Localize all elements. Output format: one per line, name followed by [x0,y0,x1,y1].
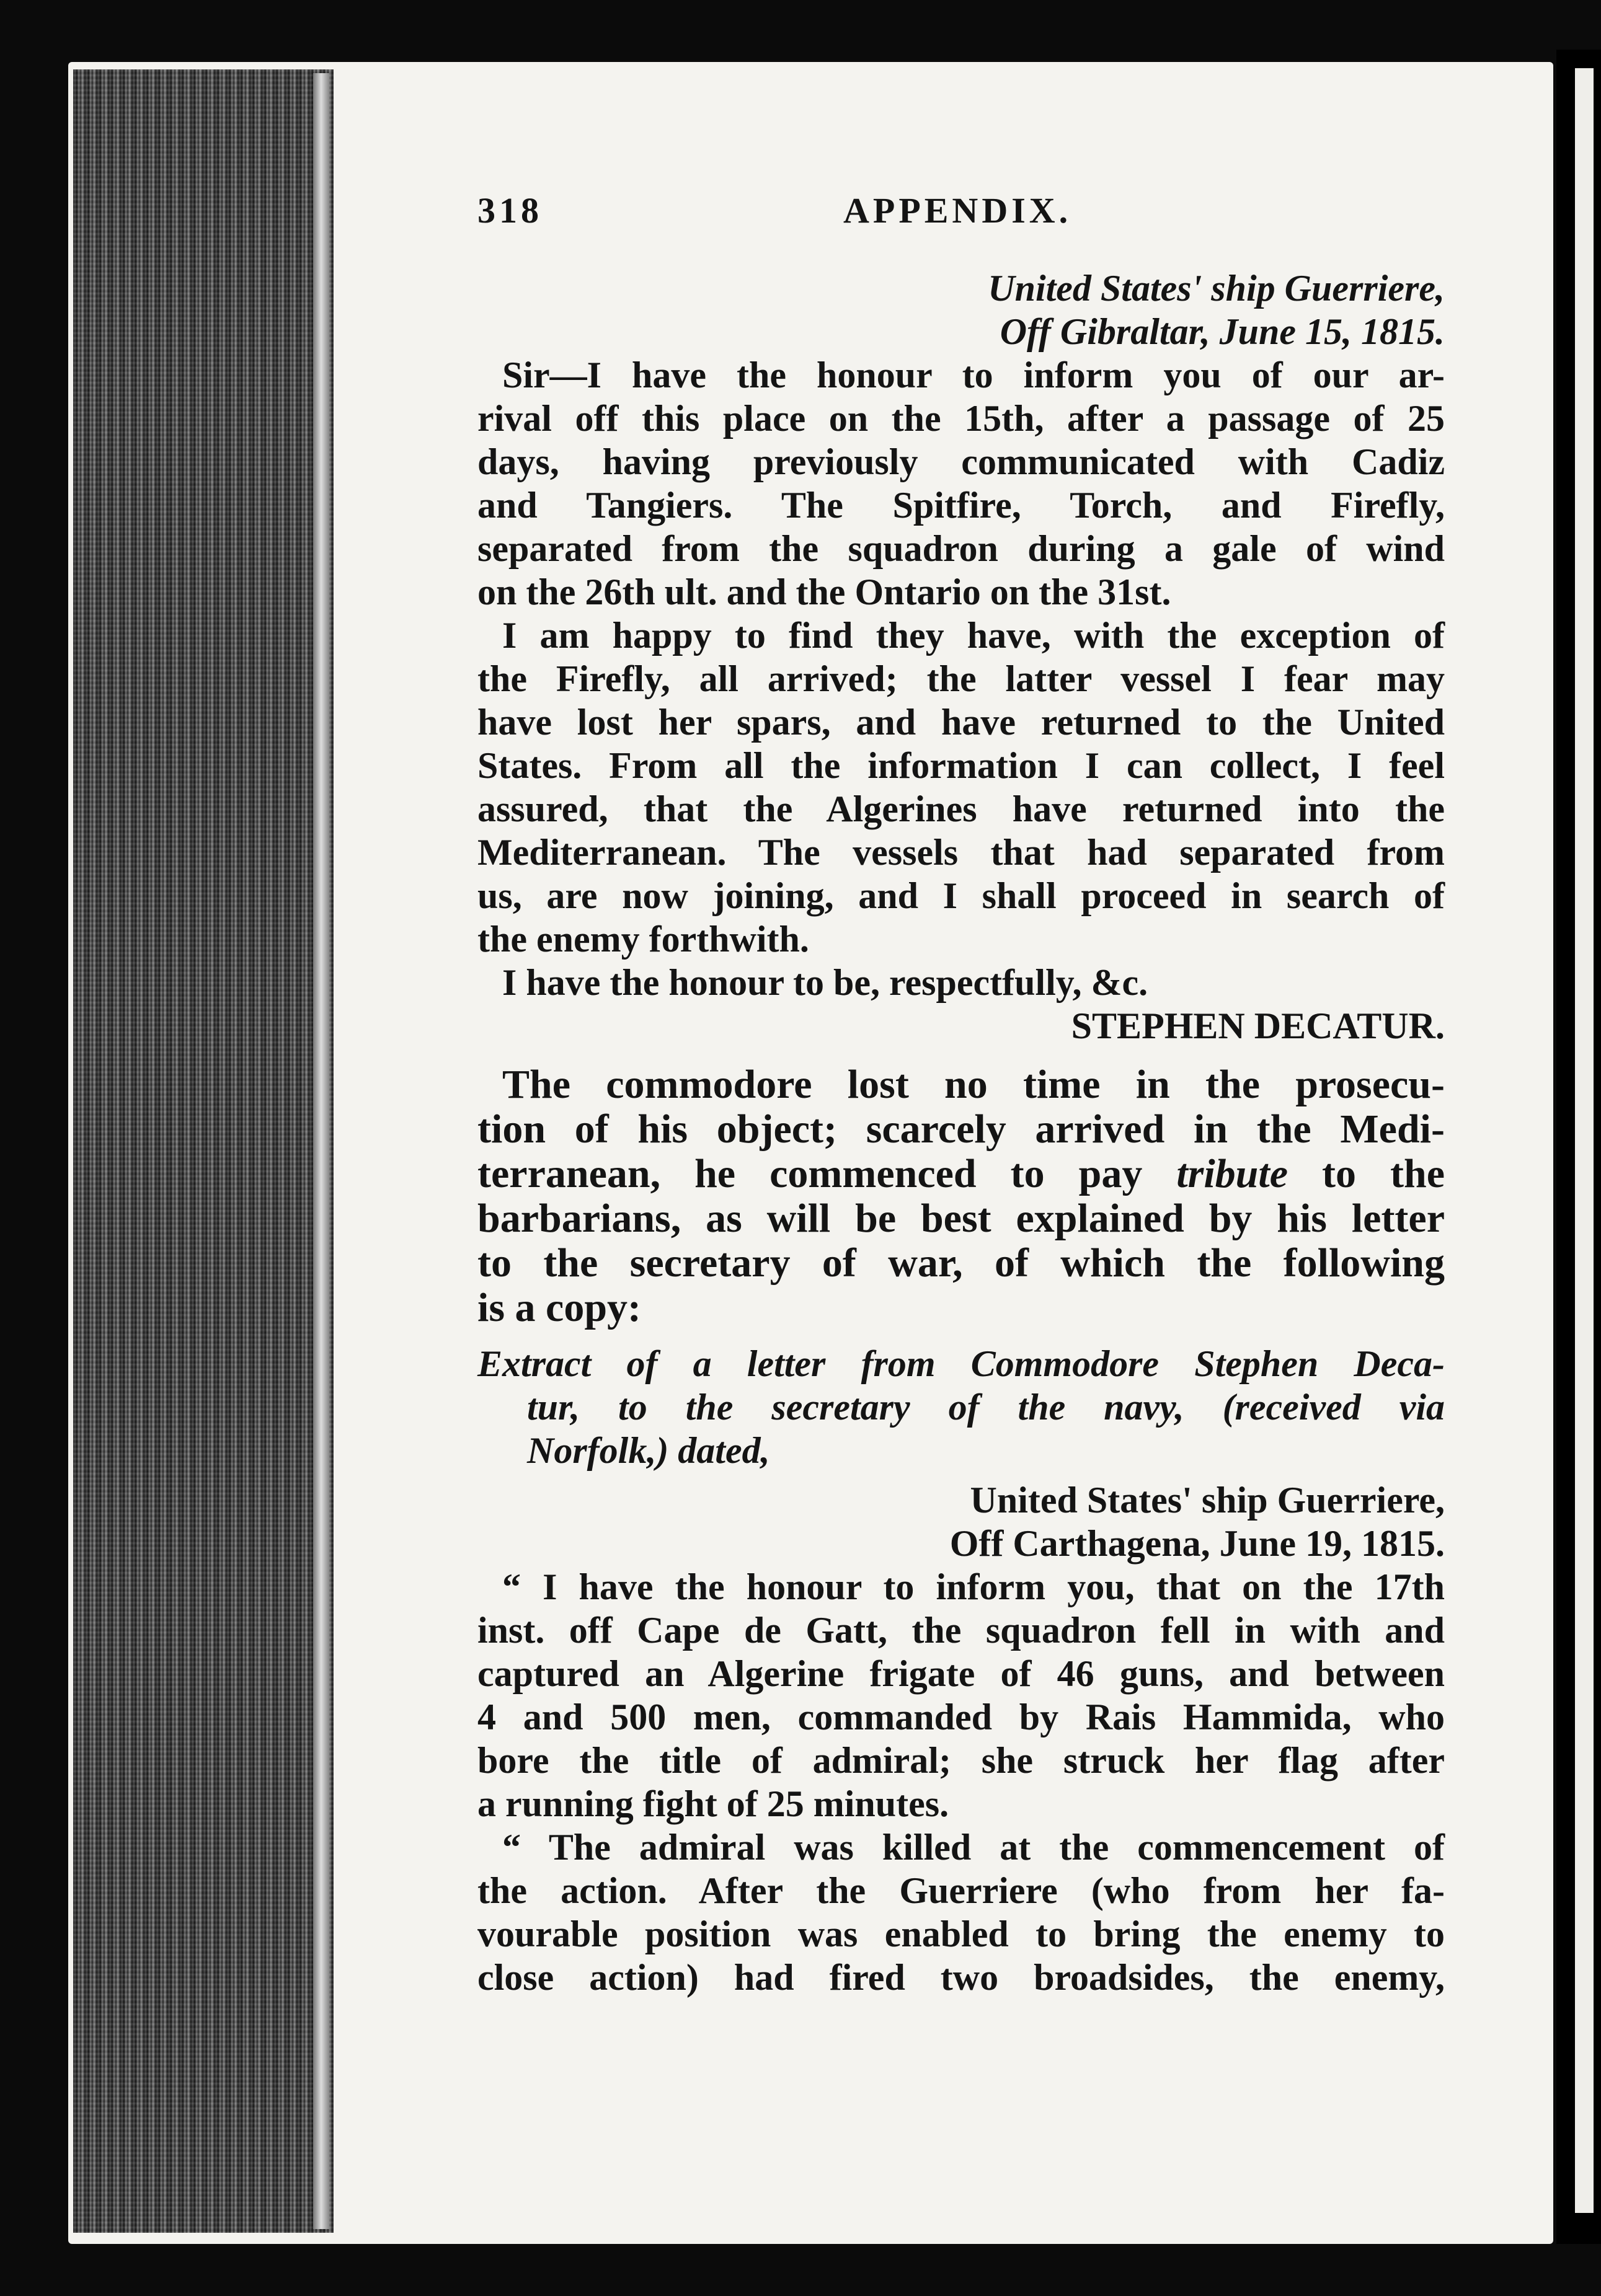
letter1-line: rival off this place on the 15th, after a passage of 25 [477,398,1445,439]
letter1-line: I am happy to find they have, with the exception of [502,615,1445,656]
running-header [477,189,1445,232]
page-number: 318 [477,190,543,231]
narrative-line: tion of his object; scarcely arrived in the Medi- [477,1106,1445,1152]
letter2-line: bore the title of admiral; she struck her flag after [477,1740,1445,1781]
extract-heading-line: Norfolk,) dated, [527,1430,770,1471]
letter2-line: “ The admiral was killed at the commencement of [502,1827,1445,1868]
letter1-line: Mediterranean. The vessels that had separated from [477,832,1445,873]
letter1-line: assured, that the Algerines have returned into the [477,788,1445,829]
letter1-line: on the 26th ult. and the Ontario on the 31st. [477,572,1171,612]
letter2-line: the action. After the Guerriere (who from her fa- [477,1870,1445,1911]
letter2-line: 4 and 500 men, commanded by Rais Hammida, who [477,1697,1445,1737]
letter2-dateline-2: Off Carthagena, June 19, 1815. [949,1523,1445,1564]
letter1-line: us, are now joining, and I shall proceed in search of [477,875,1445,916]
letter1-line: the Firefly, all arrived; the latter vessel I fear may [477,658,1445,699]
running-title: APPENDIX. [843,190,1072,231]
facing-page-edge [1575,68,1594,2213]
letter1-line: separated from the squadron during a gale of wind [477,528,1445,569]
letter2-line: vourable position was enabled to bring the enemy to [477,1914,1445,1954]
letter2-dateline-1: United States' ship Guerriere, [970,1480,1445,1521]
letter1-signature: STEPHEN DECATUR. [1071,1005,1445,1046]
narrative-line: to the secretary of war, of which the following [477,1240,1445,1286]
narrative-line: The commodore lost no time in the prosecu- [502,1062,1445,1107]
letter1-dateline-1: United States' ship Guerriere, [988,268,1445,309]
emphasis-tribute: tribute [1176,1151,1288,1196]
letter1-line: have lost her spars, and have returned to the United [477,702,1445,743]
letter1-line: Sir—I have the honour to inform you of our ar- [502,355,1445,395]
narrative-line: is a copy: [477,1285,641,1330]
letter2-line: captured an Algerine frigate of 46 guns, and between [477,1653,1445,1694]
extract-heading-line: tur, to the secretary of the navy, (received via [527,1387,1445,1428]
letter1-line: days, having previously communicated with Cadiz [477,441,1445,482]
narrative-line: barbarians, as will be best explained by his letter [477,1196,1445,1241]
letter2-line: a running fight of 25 minutes. [477,1783,949,1824]
letter1-line: and Tangiers. The Spitfire, Torch, and Firefly, [477,485,1445,526]
letter1-line: States. From all the information I can collect, I feel [477,745,1445,786]
book-spine-edges [73,69,334,2233]
letter1-dateline-2: Off Gibraltar, June 15, 1815. [1000,311,1445,352]
letter2-line: “ I have the honour to inform you, that on the 17th [502,1566,1445,1607]
letter2-line: close action) had fired two broadsides, the enemy, [477,1957,1445,1998]
letter1-line: the enemy forthwith. [477,919,809,960]
extract-heading-line: Extract of a letter from Commodore Stephen Deca- [477,1343,1445,1384]
narrative-line: terranean, he commenced to pay tribute to the [477,1151,1445,1196]
letter1-closing: I have the honour to be, respectfully, &c. [502,962,1148,1003]
letter2-line: inst. off Cape de Gatt, the squadron fell in with and [477,1610,1445,1651]
page-gutter [313,73,329,2229]
